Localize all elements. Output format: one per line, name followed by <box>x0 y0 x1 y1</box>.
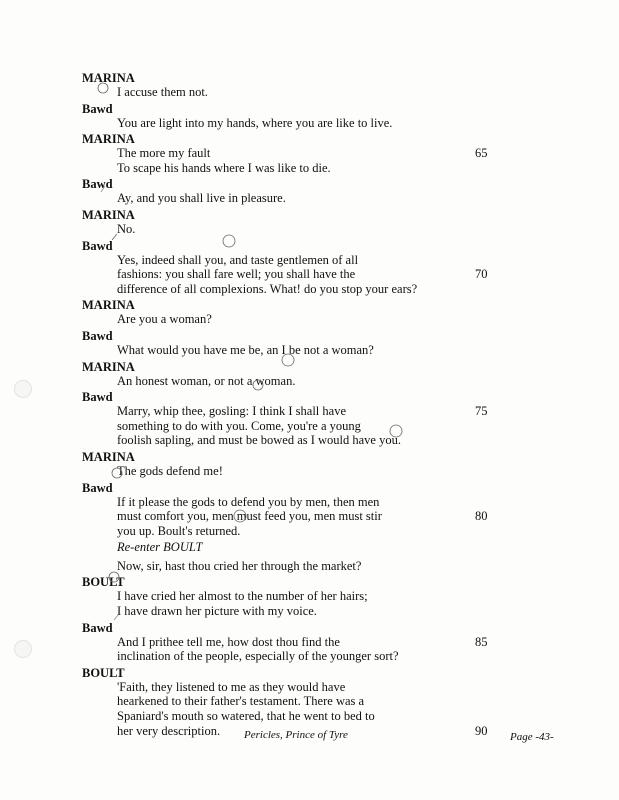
stage-direction: Re-enter BOULT <box>117 540 203 555</box>
verse-line: 'Faith, they listened to me as they would have <box>117 679 346 694</box>
verse-line: Now, sir, hast thou cried her through the market? <box>117 558 362 573</box>
verse-line: You are light into my hands, where you are like to live. <box>117 115 393 130</box>
verse-line: The more my fault 65 <box>117 146 488 161</box>
speaker-name: MARINA <box>82 207 135 222</box>
line-number: 90 <box>475 723 488 738</box>
verse-line: I have drawn her picture with my voice. <box>117 604 317 619</box>
speaker-name: BOULT <box>82 575 125 590</box>
verse-line: her very description. 90 <box>117 723 488 738</box>
verse-line: Yes, indeed shall you, and taste gentlemen of all <box>117 252 359 267</box>
verse-line: Are you a woman? <box>117 312 212 327</box>
speaker-name: Bawd <box>82 328 113 343</box>
punch-hole-top <box>14 380 32 398</box>
verse-line: inclination of the people, especially of the younger sort? <box>117 649 399 664</box>
verse-line: something to do with you. Come, you're a young <box>117 418 361 433</box>
verse-line: Ay, and you shall live in pleasure. <box>117 191 286 206</box>
punch-hole-bottom <box>14 640 32 658</box>
verse-line: you up. Boult's returned. <box>117 523 241 538</box>
footer-page-number: Page -43- <box>510 731 554 743</box>
verse-line: Spaniard's mouth so watered, that he went to bed to <box>117 709 375 724</box>
speaker-name: Bawd <box>82 238 113 253</box>
verse-line: hearkened to their father's testament. There was a <box>117 694 365 709</box>
speaker-name: BOULT <box>82 665 125 680</box>
verse-line: No. <box>117 221 136 236</box>
verse-line: The gods defend me! <box>117 463 223 478</box>
verse-line: And I prithee tell me, how dost thou find the 85 <box>117 634 488 649</box>
verse-line: fashions: you shall fare well; you shall have the 70 <box>117 267 488 282</box>
verse-line: foolish sapling, and must be bowed as I would have you. <box>117 433 401 448</box>
speaker-name: Bawd <box>82 177 113 192</box>
speaker-name: Bawd <box>82 480 113 495</box>
verse-line: must comfort you, men must feed you, men must stir 80 <box>117 509 488 524</box>
verse-line: difference of all complexions. What! do you stop your ears? <box>117 281 418 296</box>
speaker-name: Bawd <box>82 620 113 635</box>
verse-line: I have cried her almost to the number of her hairs; <box>117 589 368 604</box>
speaker-name: MARINA <box>82 359 135 374</box>
speaker-name: MARINA <box>82 71 135 85</box>
line-number: 65 <box>475 146 488 161</box>
verse-line: Marry, whip thee, gosling: I think I shall have 75 <box>117 404 488 419</box>
line-number: 85 <box>475 634 488 649</box>
line-number: 70 <box>475 267 488 282</box>
script-body <box>82 71 552 740</box>
footer-play-title: Pericles, Prince of Tyre <box>244 729 348 741</box>
verse-line: To scape his hands where I was like to die. <box>117 160 331 175</box>
speaker-name: Bawd <box>82 101 113 116</box>
speaker-name: MARINA <box>82 132 135 147</box>
verse-line: I accuse them not. <box>117 85 208 99</box>
verse-line: An honest woman, or not a woman. <box>117 373 296 388</box>
speaker-name: MARINA <box>82 298 135 313</box>
speaker-name: MARINA <box>82 449 135 464</box>
speaker-name: Bawd <box>82 390 113 405</box>
verse-line: If it please the gods to defend you by men, then men <box>117 494 380 509</box>
verse-line: What would you have me be, an I be not a woman? <box>117 342 374 357</box>
line-number: 80 <box>475 509 488 524</box>
line-number: 75 <box>475 404 488 419</box>
